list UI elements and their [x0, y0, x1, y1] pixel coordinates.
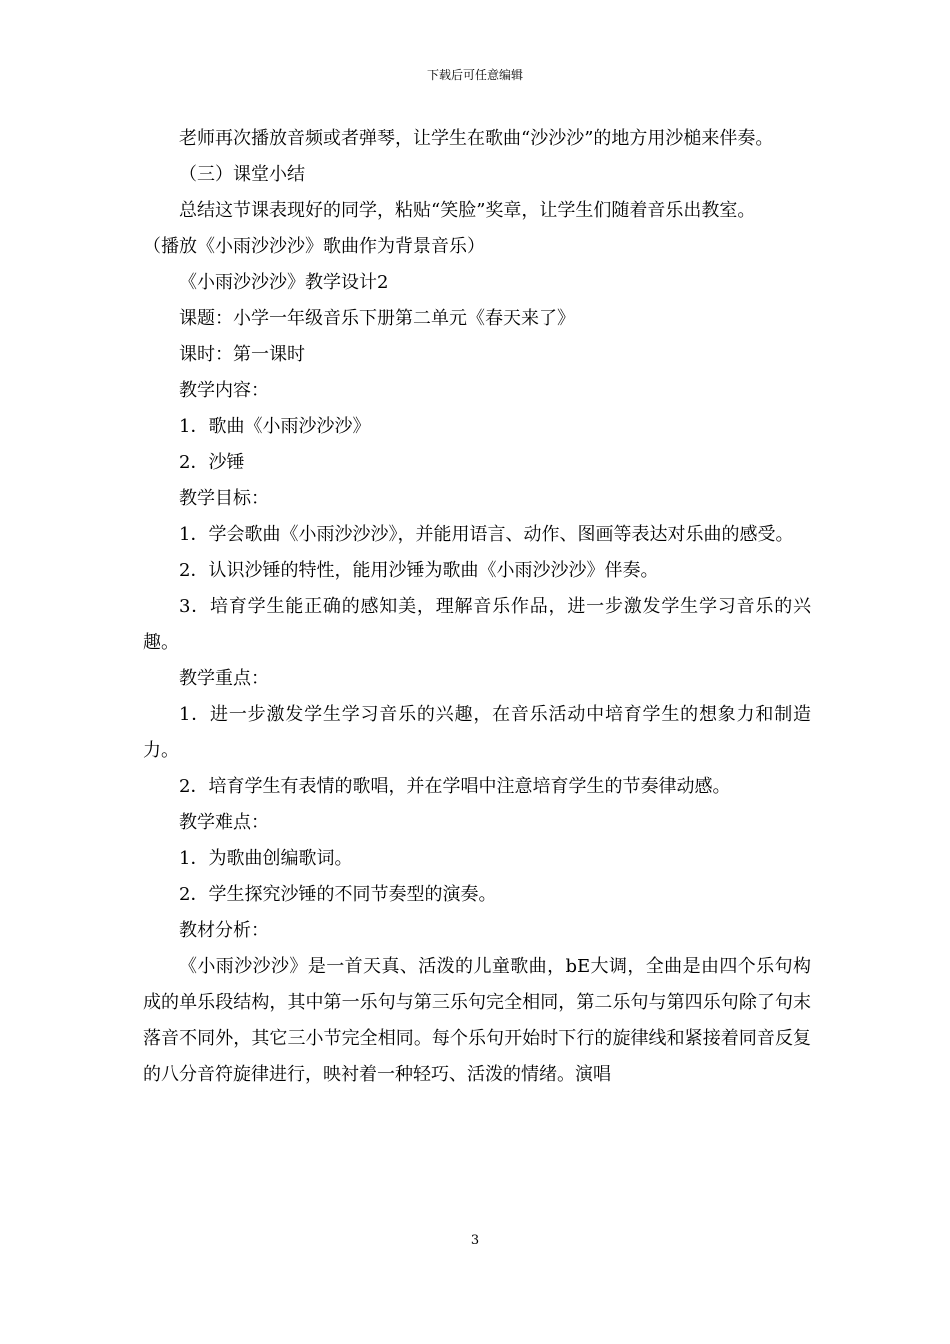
content-item-1: 1．歌曲《小雨沙沙沙》: [179, 416, 371, 437]
document-body: [143, 121, 811, 1093]
section-heading-summary: （三）课堂小结: [179, 164, 305, 185]
goal-item-1: 1．学会歌曲《小雨沙沙沙》，并能用语言、动作、图画等表达对乐曲的感受。: [179, 524, 794, 545]
paragraph-summary: 总结这节课表现好的同学，粘贴“笑脸”奖章，让学生们随着音乐出教室。: [179, 200, 756, 221]
goal-item-3: 3．培育学生能正确的感知美，理解音乐作品，进一步激发学生学习音乐的兴趣。: [143, 596, 811, 653]
heading-key-points: 教学重点：: [179, 668, 269, 689]
page-number: 3: [470, 1233, 480, 1248]
paragraph-accompaniment: 老师再次播放音频或者弹琴，让学生在歌曲“沙沙沙”的地方用沙槌来伴奏。: [179, 128, 774, 149]
header-note: 下载后可任意编辑: [426, 68, 523, 82]
heading-teaching-content: 教学内容：: [179, 380, 269, 401]
heading-teaching-goals: 教学目标：: [179, 488, 269, 509]
design-title: 《小雨沙沙沙》教学设计2: [179, 272, 389, 293]
heading-difficulties: 教学难点：: [179, 812, 269, 833]
paragraph-background-music: （播放《小雨沙沙沙》歌曲作为背景音乐）: [143, 236, 485, 257]
lesson-period: 课时：第一课时: [179, 344, 305, 365]
difficulty-2: 2．学生探究沙锤的不同节奏型的演奏。: [179, 884, 497, 905]
content-item-2: 2．沙锤: [179, 452, 245, 473]
lesson-topic: 课题：小学一年级音乐下册第二单元《春天来了》: [179, 308, 575, 329]
goal-item-2: 2．认识沙锤的特性，能用沙锤为歌曲《小雨沙沙沙》伴奏。: [179, 560, 659, 581]
heading-material-analysis: 教材分析：: [179, 920, 269, 941]
difficulty-1: 1．为歌曲创编歌词。: [179, 848, 353, 869]
key-point-2: 2．培育学生有表情的歌唱，并在学唱中注意培育学生的节奏律动感。: [179, 776, 731, 797]
paragraph-material-analysis: 《小雨沙沙沙》是一首天真、活泼的儿童歌曲，bE大调，全曲是由四个乐句构成的单乐段结构，其中第一乐句与第三乐句完全相同，第二乐句与第四乐句除了句末落音不同外，其它三小节完全相同。每个乐句开始时下行的旋律线和紧接着同音反复的八分音符旋律进行，映衬着一种轻巧、活泼的情绪。演唱: [143, 956, 811, 1085]
key-point-1: 1．进一步激发学生学习音乐的兴趣，在音乐活动中培育学生的想象力和制造力。: [143, 704, 811, 761]
